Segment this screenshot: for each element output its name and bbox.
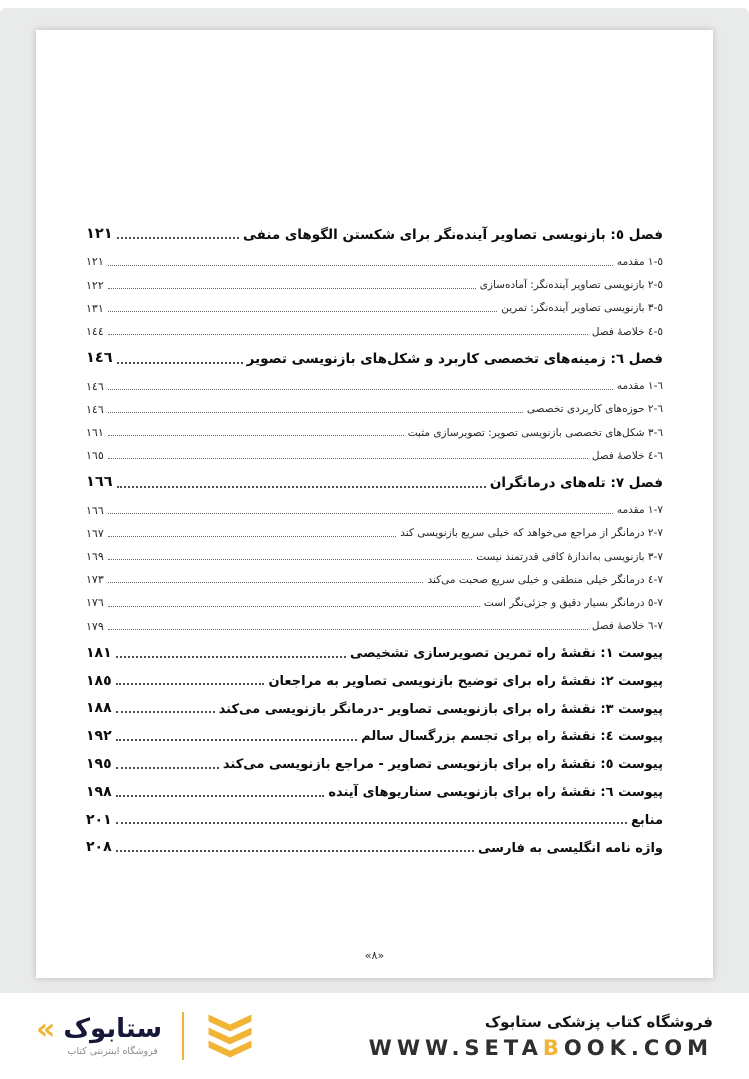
toc-entry-page-number: ١٤٦: [86, 402, 104, 416]
toc-appendix-row: [86, 645, 663, 662]
toc-entry-page-number: ١٩٨: [86, 783, 112, 800]
dot-leader: [116, 711, 215, 713]
scanned-book-page: [36, 30, 713, 978]
toc-item-row: [86, 302, 663, 315]
toc-entry-title: پیوست ٥: نقشهٔ راه برای بازنویسی تصاویر - مراجع بازنویسی می‌کند: [222, 757, 663, 773]
toc-entry-title: ٦-٤ خلاصهٔ فصل: [591, 449, 663, 462]
toc-entry-page-number: ١٧٦: [86, 596, 104, 610]
toc-item-row: [86, 620, 663, 633]
toc-entry-title: ٧-٥ درمانگر بسیار دقیق و جزئی‌نگر است: [483, 597, 663, 610]
toc-chapter-row: [86, 474, 663, 491]
toc-item-row: [86, 504, 663, 517]
toc-entry-title: ٧-٢ درمانگر از مراجع می‌خواهد که خیلی سریع بازنویسی کند: [400, 527, 663, 540]
toc-appendix-row: [86, 700, 663, 717]
toc-entry-page-number: ١٧٩: [86, 619, 104, 633]
dot-leader: [108, 435, 404, 436]
table-of-contents: [86, 226, 663, 867]
toc-appendix-row: [86, 728, 663, 745]
toc-entry-title: ٦-١ مقدمه: [616, 380, 663, 393]
toc-entry-title: منابع: [631, 812, 663, 828]
logo-subtitle: فروشگاه اینترنتی کتاب: [67, 1046, 158, 1058]
dot-leader: [108, 265, 613, 266]
toc-entry-title: ٦-٣ شکل‌های تخصصی بازنویسی تصویر: تصویرسازی مثبت: [407, 426, 663, 439]
dot-leader: [116, 795, 325, 797]
toc-entry-page-number: ١٢١: [86, 226, 113, 242]
toc-appendix-row: [86, 839, 663, 856]
dot-leader: [117, 237, 239, 239]
toc-entry-page-number: ١٤٦: [86, 350, 113, 367]
toc-item-row: [86, 403, 663, 416]
dot-leader: [108, 389, 613, 390]
toc-appendix-row: [86, 784, 663, 801]
toc-entry-page-number: ١٦٦: [86, 474, 113, 491]
url-segment: WWW.SETA: [368, 1036, 543, 1060]
dot-leader: [108, 288, 476, 289]
toc-entry-title: پیوست ٦: نقشهٔ راه برای بازنویسی سناریوهای آینده: [328, 784, 663, 800]
logo-wordmark: ستابوک: [63, 1013, 163, 1044]
dot-leader: [108, 458, 588, 459]
toc-entry-title: ٦-٢ حوزه‌های کاربردی تخصصی: [526, 403, 663, 416]
dot-leader: [116, 656, 346, 658]
toc-item-row: [86, 279, 663, 292]
url-segment: OOK.COM: [563, 1036, 713, 1060]
dot-leader: [108, 606, 480, 607]
dot-leader: [108, 412, 523, 413]
toc-item-row: [86, 449, 663, 462]
toc-appendix-row: [86, 673, 663, 690]
toc-entry-title: فصل ٦: زمینه‌های تخصصی کاربرد و شکل‌های بازنویسی تصویر: [246, 351, 663, 368]
dot-leader: [108, 629, 588, 630]
toc-entry-title: پیوست ١: نقشهٔ راه تمرین تصویرسازی تشخیصی: [349, 646, 663, 661]
toc-entry-page-number: ١٨١: [86, 644, 112, 661]
toc-chapter-section: [86, 350, 663, 462]
dot-leader: [117, 362, 243, 364]
toc-entry-title: ٧-٦ خلاصهٔ فصل: [591, 620, 663, 633]
toc-item-row: [86, 325, 663, 338]
toc-item-row: [86, 573, 663, 586]
dot-leader: [116, 767, 219, 769]
logo-text-block: [63, 1015, 162, 1058]
store-name: فروشگاه کتاب پزشکی ستابوک: [484, 1013, 713, 1031]
toc-entry-page-number: ١٩٢: [86, 728, 112, 745]
dot-leader: [116, 822, 627, 824]
toc-entry-title: پیوست ٢: نقشهٔ راه برای توضیح بازنویسی تصاویر به مراجعان: [268, 673, 663, 689]
dot-leader: [108, 582, 424, 583]
toc-entry-title: فصل ٧: تله‌های درمانگران: [489, 475, 663, 492]
dot-leader: [117, 486, 486, 488]
dot-leader: [116, 850, 474, 852]
site-footer: [0, 993, 749, 1079]
toc-entry-title: ٥-٢ بازنویسی تصاویر آینده‌نگر: آماده‌سازی: [479, 279, 663, 292]
toc-entry-page-number: ١٢١: [86, 255, 104, 269]
toc-entry-page-number: ١٣١: [86, 301, 104, 315]
toc-chapter-section: [86, 474, 663, 633]
toc-entry-page-number: ٢٠٨: [86, 839, 112, 856]
toc-entry-title: پیوست ٣: نقشهٔ راه برای بازنویسی تصاویر -درمانگر بازنویسی می‌کند: [218, 701, 663, 717]
dot-leader: [108, 559, 473, 560]
dot-leader: [108, 513, 613, 514]
toc-entry-title: ٧-١ مقدمه: [616, 504, 663, 517]
url-accent-letter: B: [542, 1036, 564, 1060]
toc-entry-title: فصل ٥: بازنویسی تصاویر آینده‌نگر برای شکستن الگوهای منفی: [242, 227, 663, 244]
toc-entry-page-number: ١٤٤: [86, 324, 104, 338]
toc-entry-page-number: ١٦٩: [86, 550, 104, 564]
logo-guillemet-icon: «: [36, 1012, 56, 1047]
toc-entry-title: ٥-٤ خلاصهٔ فصل: [591, 325, 663, 338]
toc-item-row: [86, 596, 663, 609]
dot-leader: [108, 311, 497, 312]
book-page-number: «٨»: [364, 949, 385, 962]
site-url-link[interactable]: [369, 1038, 713, 1059]
toc-entry-page-number: ١٦١: [86, 425, 104, 439]
toc-entry-page-number: ١٤٦: [86, 379, 104, 393]
toc-entry-page-number: ١٨٥: [86, 672, 112, 689]
toc-entry-page-number: ٢٠١: [86, 811, 112, 828]
toc-appendix-row: [86, 756, 663, 773]
toc-chapter-section: [86, 226, 663, 338]
dot-leader: [108, 536, 397, 537]
toc-entry-page-number: ١٨٨: [86, 700, 112, 717]
toc-entry-page-number: ١٦٥: [86, 449, 104, 463]
toc-entry-page-number: ١٦٦: [86, 503, 104, 517]
dot-leader: [108, 334, 588, 335]
setabook-logo[interactable]: [36, 1012, 256, 1060]
toc-appendix-row: [86, 812, 663, 829]
toc-item-row: [86, 255, 663, 268]
toc-entry-title: پیوست ٤: نقشهٔ راه برای تجسم بزرگسال سالم: [361, 729, 663, 745]
toc-entry-page-number: ١٧٣: [86, 573, 104, 587]
toc-item-row: [86, 380, 663, 393]
toc-item-row: [86, 527, 663, 540]
toc-item-row: [86, 426, 663, 439]
toc-entry-title: ٧-٤ درمانگر خیلی منطقی و خیلی سریع صحبت می‌کند: [427, 573, 663, 586]
dot-leader: [116, 739, 358, 741]
toc-entry-title: ٥-١ مقدمه: [616, 255, 663, 268]
toc-chapter-row: [86, 350, 663, 367]
toc-entry-page-number: ١٦٧: [86, 526, 104, 540]
toc-entry-page-number: ١٢٢: [86, 278, 104, 292]
footer-text-block: [369, 1013, 713, 1059]
logo-divider: [182, 1012, 184, 1060]
toc-entry-title: ٥-٣ بازنویسی تصاویر آینده‌نگر: تمرین: [501, 302, 663, 315]
toc-entry-page-number: ١٩٥: [86, 755, 112, 772]
setabook-chevrons-emblem-icon: [204, 1013, 256, 1059]
toc-chapter-row: [86, 226, 663, 243]
toc-item-row: [86, 550, 663, 563]
dot-leader: [116, 683, 265, 685]
toc-entry-title: واژه نامه انگلیسی به فارسی: [478, 840, 663, 856]
toc-entry-title: ٧-٣ بازنویسی به‌اندازهٔ کافی قدرتمند نیست: [476, 550, 663, 563]
